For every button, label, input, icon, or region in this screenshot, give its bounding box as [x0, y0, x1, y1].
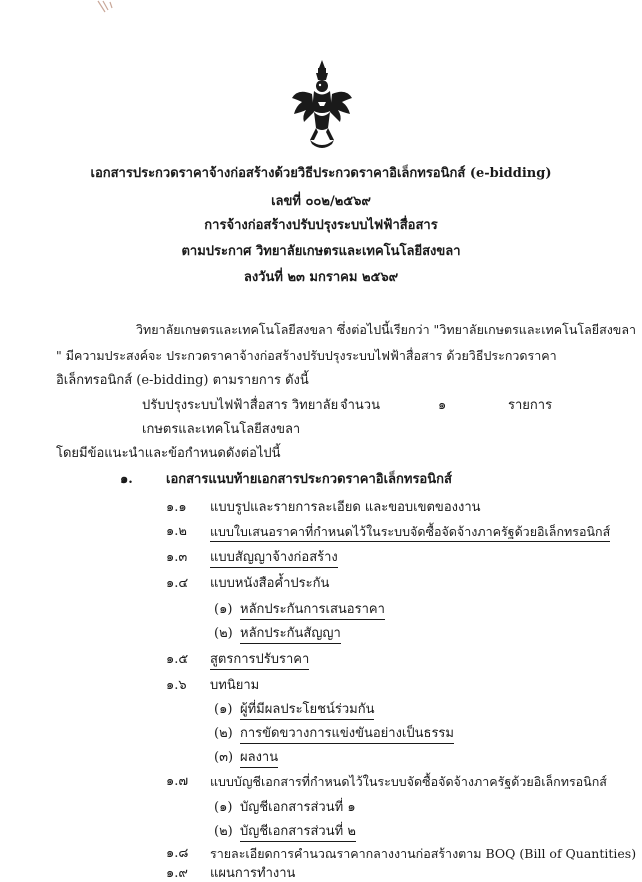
scan-smudge-mark: [96, 0, 118, 16]
list-item: แผนการทำงาน: [210, 866, 296, 881]
section-1-number: ๑.: [120, 472, 133, 487]
unit-label: รายการ: [508, 398, 553, 413]
intro-line-1: วิทยาลัยเกษตรและเทคโนโลยีสงขลา ซึ่งต่อไปนี้เรียกว่า "วิทยาลัยเกษตรและเทคโนโลยีสงขลา: [136, 322, 637, 337]
intro-closing: โดยมีข้อแนะนำและข้อกำหนดดังต่อไปนี้: [56, 446, 281, 461]
list-item: แบบบัญชีเอกสารที่กำหนดไว้ในระบบจัดซื้อจัดจ้างภาครัฐด้วยอิเล็กทรอนิกส์: [210, 774, 607, 789]
list-item-number: ๑.๙: [166, 866, 188, 881]
list-subitem-link: บัญชีเอกสารส่วนที่ ๒: [240, 824, 356, 842]
list-item: แบบรูปและรายการละเอียด และขอบเขตของงาน: [210, 500, 481, 515]
list-subitem-number: (๑): [214, 702, 233, 717]
list-subitem-link: การขัดขวางการแข่งขันอย่างเป็นธรรม: [240, 726, 454, 744]
list-subitem-number: (๑): [214, 602, 233, 617]
list-subitem-number: (๑): [214, 800, 233, 815]
intro-line-2: " มีความประสงค์จะ ประกวดราคาจ้างก่อสร้างปรับปรุงระบบไฟฟ้าสื่อสาร ด้วยวิธีประกวดราคา: [56, 348, 557, 363]
list-subitem-number: (๒): [214, 824, 233, 839]
list-item-number: ๑.๒: [166, 524, 187, 539]
announcement-line: ตามประกาศ วิทยาลัยเกษตรและเทคโนโลยีสงขลา: [181, 244, 461, 259]
list-subitem-number: (๒): [214, 626, 233, 641]
section-1-title: เอกสารแนบท้ายเอกสารประกวดราคาอิเล็กทรอนิกส์: [166, 472, 452, 487]
document-title: เอกสารประกวดราคาจ้างก่อสร้างด้วยวิธีประกวดราคาอิเล็กทรอนิกส์ (e-bidding): [90, 166, 552, 181]
document-number: เลขที่ ๐๐๒/๒๕๖๙: [271, 194, 371, 209]
list-subitem-number: (๓): [214, 750, 234, 765]
quantity-label: จำนวน: [340, 398, 380, 413]
procurement-item-description-cont: เกษตรและเทคโนโลยีสงขลา: [142, 422, 301, 437]
list-subitem-link: ผลงาน: [240, 750, 278, 768]
list-subitem-link: ผู้ที่มีผลประโยชน์ร่วมกัน: [240, 702, 374, 720]
list-item-number: ๑.๓: [166, 550, 188, 565]
list-subitem-number: (๒): [214, 726, 233, 741]
list-item-number: ๑.๕: [166, 652, 189, 667]
list-item-link: แบบใบเสนอราคาที่กำหนดไว้ในระบบจัดซื้อจัดจ้างภาครัฐด้วยอิเล็กทรอนิกส์: [210, 524, 610, 542]
list-subitem-link: หลักประกันการเสนอราคา: [240, 602, 385, 620]
list-item-link: สูตรการปรับราคา: [210, 652, 309, 670]
list-subitem: บัญชีเอกสารส่วนที่ ๑: [240, 800, 356, 815]
garuda-emblem-icon: [288, 58, 356, 153]
list-item-number: ๑.๔: [166, 576, 189, 591]
list-item-number: ๑.๗: [166, 774, 189, 789]
list-item-number: ๑.๖: [166, 678, 187, 693]
list-subitem-link: หลักประกันสัญญา: [240, 626, 341, 644]
list-item: แบบหนังสือค้ำประกัน: [210, 576, 330, 591]
list-item: รายละเอียดการคำนวณราคากลางงานก่อสร้างตาม BOQ (Bill of Quantities): [210, 846, 637, 861]
announcement-date: ลงวันที่ ๒๓ มกราคม ๒๕๖๙: [243, 270, 399, 285]
list-item-number: ๑.๑: [166, 500, 187, 515]
list-item-link: แบบสัญญาจ้างก่อสร้าง: [210, 550, 338, 568]
list-item-number: ๑.๘: [166, 846, 189, 861]
quantity-value: ๑: [438, 398, 447, 413]
list-item: บทนิยาม: [210, 678, 260, 693]
intro-line-3: อิเล็กทรอนิกส์ (e-bidding) ตามรายการ ดังนี้: [56, 373, 309, 388]
procurement-item-description: ปรับปรุงระบบไฟฟ้าสื่อสาร วิทยาลัย: [142, 398, 339, 413]
project-name: การจ้างก่อสร้างปรับปรุงระบบไฟฟ้าสื่อสาร: [204, 218, 438, 233]
